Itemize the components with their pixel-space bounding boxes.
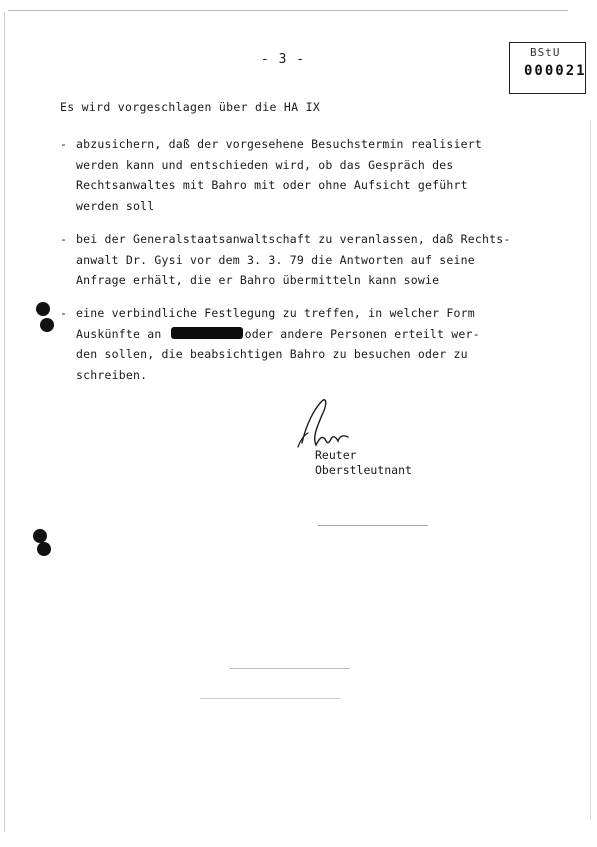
punch-hole-mark [37, 542, 51, 556]
item-1-line-3: Rechtsanwaltes mit Bahro mit oder ohne Aufsicht geführt [76, 178, 468, 192]
item-2-line-1: bei der Generalstaatsanwaltschaft zu veranlassen, daß Rechts- [76, 232, 511, 246]
scan-noise [230, 668, 350, 669]
scan-edge-line [590, 120, 591, 820]
signer-name: Reuter [315, 448, 357, 462]
bullet-3: - [60, 306, 67, 320]
scan-edge-line [4, 12, 5, 832]
bullet-2: - [60, 232, 67, 246]
stamp-number: 000021 [524, 63, 587, 79]
item-2-paragraph [76, 229, 536, 291]
bullet-1: - [60, 137, 67, 151]
stamp-label: BStU [530, 46, 561, 59]
scan-noise [318, 525, 428, 526]
scan-noise [200, 698, 340, 699]
item-3-line-2 [76, 324, 536, 345]
item-1-paragraph [76, 134, 536, 216]
item-1-line-4: werden soll [76, 198, 155, 213]
intro-line: Es wird vorgeschlagen über die HA IX [60, 100, 321, 114]
scan-edge-line [8, 10, 568, 11]
item-3-paragraph [76, 303, 536, 385]
signature-block [315, 448, 412, 478]
item-1-line-1: abzusichern, daß der vorgesehene Besuchstermin realisiert [76, 137, 483, 151]
punch-hole-mark [40, 318, 54, 332]
archive-stamp [509, 42, 586, 94]
signer-rank: Oberstleutnant [315, 463, 412, 477]
punch-hole-mark [33, 529, 47, 543]
item-3-line-3: den sollen, die beabsichtigen Bahro zu besuchen oder zu [76, 347, 468, 361]
page-number: - 3 - [261, 52, 306, 67]
item-2-line-3: Anfrage erhält, die er Bahro übermitteln kann sowie [76, 273, 440, 287]
item-2-line-2: anwalt Dr. Gysi vor dem 3. 3. 79 die Antworten auf seine [76, 252, 475, 267]
item-1-line-2: werden kann und entschieden wird, ob das Gespräch des [76, 157, 454, 172]
redaction-bar [171, 327, 243, 339]
item-3-line-2-rest: oder andere Personen erteilt wer- [244, 326, 480, 341]
punch-hole-mark [36, 302, 50, 316]
item-3-line-1: eine verbindliche Festlegung zu treffen, in welcher Form [76, 306, 475, 320]
item-3-line-2-prefix: Auskünfte an [76, 326, 162, 341]
item-3-line-4: schreiben. [76, 367, 148, 382]
